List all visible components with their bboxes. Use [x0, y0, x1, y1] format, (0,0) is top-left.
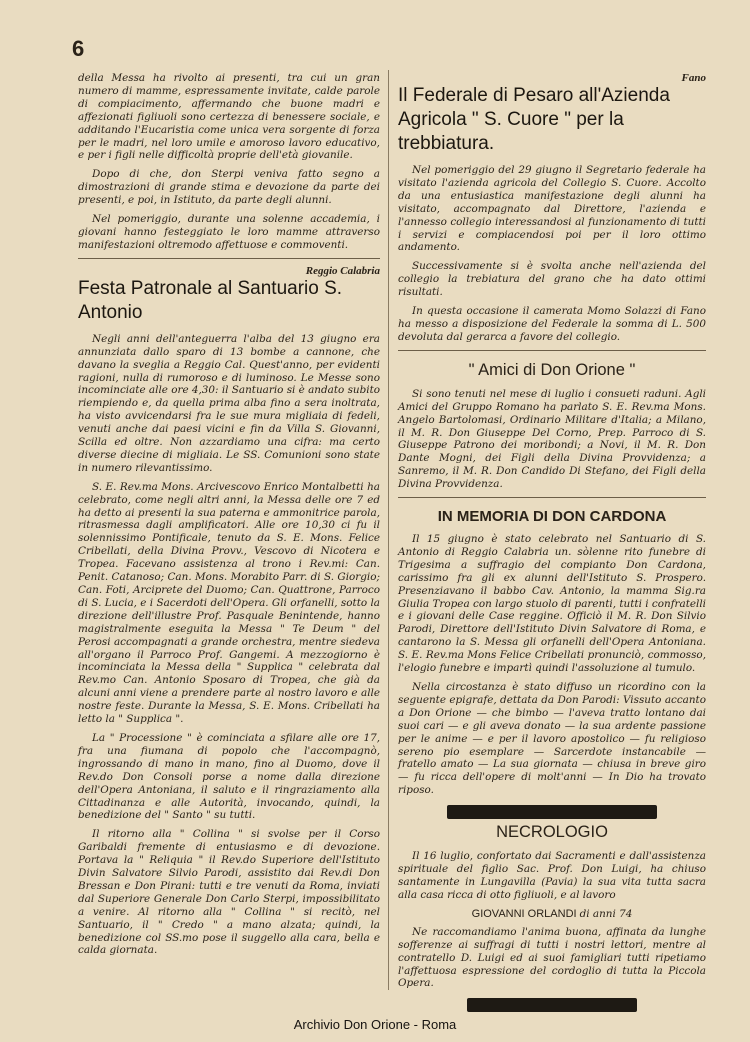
section-title-amici: " Amici di Don Orione ": [468, 360, 636, 379]
archive-footer: Archivio Don Orione - Roma: [293, 1017, 457, 1032]
paragraph: Il 16 luglio, confortato dai Sacramenti e dall'assistenza spirituale del figlio Sac. Prof. Don Luigi, ha chiuso santamente in Lungavilla (Pavia) la sua vita tutta sacra alla casa ricca di otto figliuoli, e al lavoro: [398, 850, 706, 901]
paragraph: Successivamente si è svolta anche nell'azienda del collegio la trebiatura del grano che ha dato ottimi risultati.: [398, 260, 706, 299]
article-title: Festa Patronale al Santuario S. Antonio: [78, 277, 343, 323]
paragraph: Il ritorno alla " Collina " si svolse per il Corso Garibaldi fremente di entusiasmo e di devozione. Portava la " Reliquia " il Rev.do Superiore dell'Istituto Divin Salvatore Silvio Parodi, assistito dai Rev.di Don Bressan e Don Pirani: tutti e tre venuti da Roma, inviati dal Superiore Generale Don Carlo Sterpi, impossibilitato a venire. Al ritorno alla " Collina " si recitò, nel Santuario, il " Credo " a mano alzata; quindi, la benedizione col SS.mo pose il suggello alla cara, bella e calda giornata.: [78, 828, 380, 957]
divider: [398, 350, 706, 351]
decorative-bar: [467, 998, 637, 1012]
column-divider: [388, 70, 389, 990]
divider: [78, 258, 380, 259]
divider: [398, 497, 706, 498]
right-column: [398, 72, 706, 1012]
section-title-memoria: IN MEMORIA DI DON CARDONA: [437, 508, 667, 526]
paragraph: Si sono tenuti nel mese di luglio i consueti raduni. Agli Amici del Gruppo Romano ha parlato S. E. Rev.ma Mons. Angelo Bartolomasi, Ordinario Militare d'Italia; a Milano, il M. R. Don Giuseppe Del Corno, Prep. Parroco di S. Giuseppe Patrono dei moribondi; a Novi, il M. R. Don Dante Mogni, dei Figli della Divina Provvidenza; a Sanremo, il M. R. Don Candido Di Stefano, dei Figli della Divina Provvidenza.: [398, 387, 706, 491]
left-column: [78, 72, 380, 963]
deceased-name-line: [398, 908, 706, 920]
paragraph: Il 15 giugno è stato celebrato nel Santuario di S. Antonio di Reggio Calabria un. sòlenne rito funebre di Trigesima a suffragio del compianto Don Cardona, carissimo fra gli ex alunni dell'Istituto S. Prospero. Presenziavano il babbo Cav. Antonio, la mamma Sig.ra Giulia Tropea con largo stuolo di parenti, tutti i confratelli e i giovani delle Case reggine. Officiò il M. R. Don Silvio Parodi, Direttore dell'Istituto Divin Salvatore di Roma, e cantarono la S. Messa gli orfanelli dell'Opera Antoniana. S. E. Rev.ma Mons Felice Cribellati pronunciò, commosso, l'elogio funebre e impartì quindi l'assoluzione al tumulo.: [398, 533, 706, 675]
paragraph: Nella circostanza è stato diffuso un ricordino con la seguente epigrafe, dettata da Don Parodi: Vissuto accanto a Don Orione — che bimbo — l'aveva tratto lontano dai suoi cari — e gli aveva donato — la sua ardente passione per le anime — e per il lavoro apostolico — fu religioso sereno pio esemplare — Sarcerdote instancabile — fratello amato — La sua giornata — chiusa in breve giro — fu ricca dell'opere di molt'anni — In Dio ha trovato riposo.: [398, 681, 706, 797]
section-location-label: Reggio Calabria: [305, 264, 380, 277]
paragraph: della Messa ha rivolto ai presenti, tra cui un gran numero di mamme, espressamente invitate, calde parole di compiacimento, affermando che buone madri e affezionati figliuoli sono certezza di benessere sociale, e additando l'Eucaristia come unica vera sorgente di forza per le madri, nel loro umile e amoroso lavoro educativo, e per i figli nelle difficoltà proprie dell'età giovanile.: [78, 72, 380, 162]
section-location-label: Fano: [681, 72, 706, 84]
paragraph: In questa occasione il camerata Momo Solazzi di Fano ha messo a disposizione del Federale la somma di L. 500 devoluta dal gerarca a favore del collegio.: [398, 305, 706, 343]
decorative-bar: [447, 805, 657, 819]
paragraph: S. E. Rev.ma Mons. Arcivescovo Enrico Montalbetti ha celebrato, come negli altri anni, la Messa delle ore 7 ed ha detto ai presenti la sua paterna e ammonitrice parola, ritrasmessa dagli amplificatori. Alle ore 10,30 ci fu il solennissimo Pontificale, tenuto da S. E. Mons. Felice Cribellati, della Divina Provv., Vescovo di Nicotera e Tropea. Facevano assistenza al trono i Rev.mi: Can. Penit. Catanoso; Can. Mons. Morabito Parr. di S. Giorgio; Can. Foti, Arciprete del Duomo; Can. Quattrone, Parroco di S. Lucia, e i Sacerdoti dell'Opera. Gli orfanelli, sotto la direzione dell'illustre Prof. Pasquale Benintende, hanno magistralmente eseguita la Messa " Te Deum " del Perosi accompagnati a grande orchestra, mentre siedeva all'organo il Parroco Prof. Gangemi. A mezzogiorno è incominciata la Messa della " Supplica " celebrata dal Rev.mo Can. Antonio Sposaro di Tropea, che già da alcuni anni viene a prendere parte al nostro lavoro e alle nostre feste. Durante la Messa, S. E. Mons. Cribellati ha letto la " Supplica ".: [78, 480, 380, 726]
paragraph: Negli anni dell'anteguerra l'alba del 13 giugno era annunziata dallo sparo di 13 bombe a cannone, che davano la sveglia a Reggio Cal. Quest'anno, per evidenti ragioni, nulla di rumoroso e di luminoso. Le Messe sono incominciate alle ore 4,30: il Santuario si è andato subito riempiendo e, da quella prima alba fino a sera inoltrata, ha visto avvicendarsi fra le sue mura migliaia di fedeli, venuti anche dai paesi vicini e fin da Villa S. Giovanni, Scilla ed oltre. Non azzardiamo una cifra: ma certo diverse diecine di migliaia. Le SS. Comunioni sono state in numero rilevantissimo.: [78, 332, 381, 474]
deceased-name: GIOVANNI ORLANDI: [471, 907, 577, 920]
paragraph: Dopo di che, don Sterpi veniva fatto segno a dimostrazioni di grande stima e devozione da parte dei presenti, e poi, in Istituto, da parte degli alunni.: [78, 168, 380, 207]
section-title-necrologio: NECROLOGIO: [496, 823, 608, 842]
paragraph: La " Processione " è cominciata a sfilare alle ore 17, fra una fiumana di popolo che l'accompagnò, ingrossando di mano in mano, fino al Duomo, dove il Rev.do Don Consoli porse a nome dalla direzione dell'Opera Antoniana, il saluto e il ringraziamento alla Cittadinanza e alle Autorità, invocando, quindi, la benedizione del " Santo " su tutti.: [78, 731, 380, 822]
deceased-age: di anni 74: [579, 907, 633, 920]
paragraph: Nel pomeriggio, durante una solenne accademia, i giovani hanno festeggiato le loro mamme attraverso manifestazioni oltremodo affettuose e commoventi.: [78, 213, 380, 251]
page-number: 6: [72, 36, 85, 61]
article-title: Il Federale di Pesaro all'Azienda Agricola " S. Cuore " per la trebbiatura.: [398, 85, 670, 154]
paragraph: Ne raccomandiamo l'anima buona, affinata da lunghe sofferenze ai suffragi di tutti i nostri lettori, mentre al contratello D. Luigi ed ai suoi famigliari tutti ripetiamo l'affettuosa espressione del cordoglio di tutta la Piccola Opera.: [398, 925, 706, 990]
paragraph: Nel pomeriggio del 29 giugno il Segretario federale ha visitato l'azienda agricola del Collegio S. Cuore. Accolto da una entusiastica manifestazione degli alunni ha visitato, accompagnato dal Direttore, l'azienda e l'annesso collegio interessandosi al funzionamento di tutti i servizi e compiacendosi poi per il loro ottimo andamento.: [398, 164, 706, 254]
